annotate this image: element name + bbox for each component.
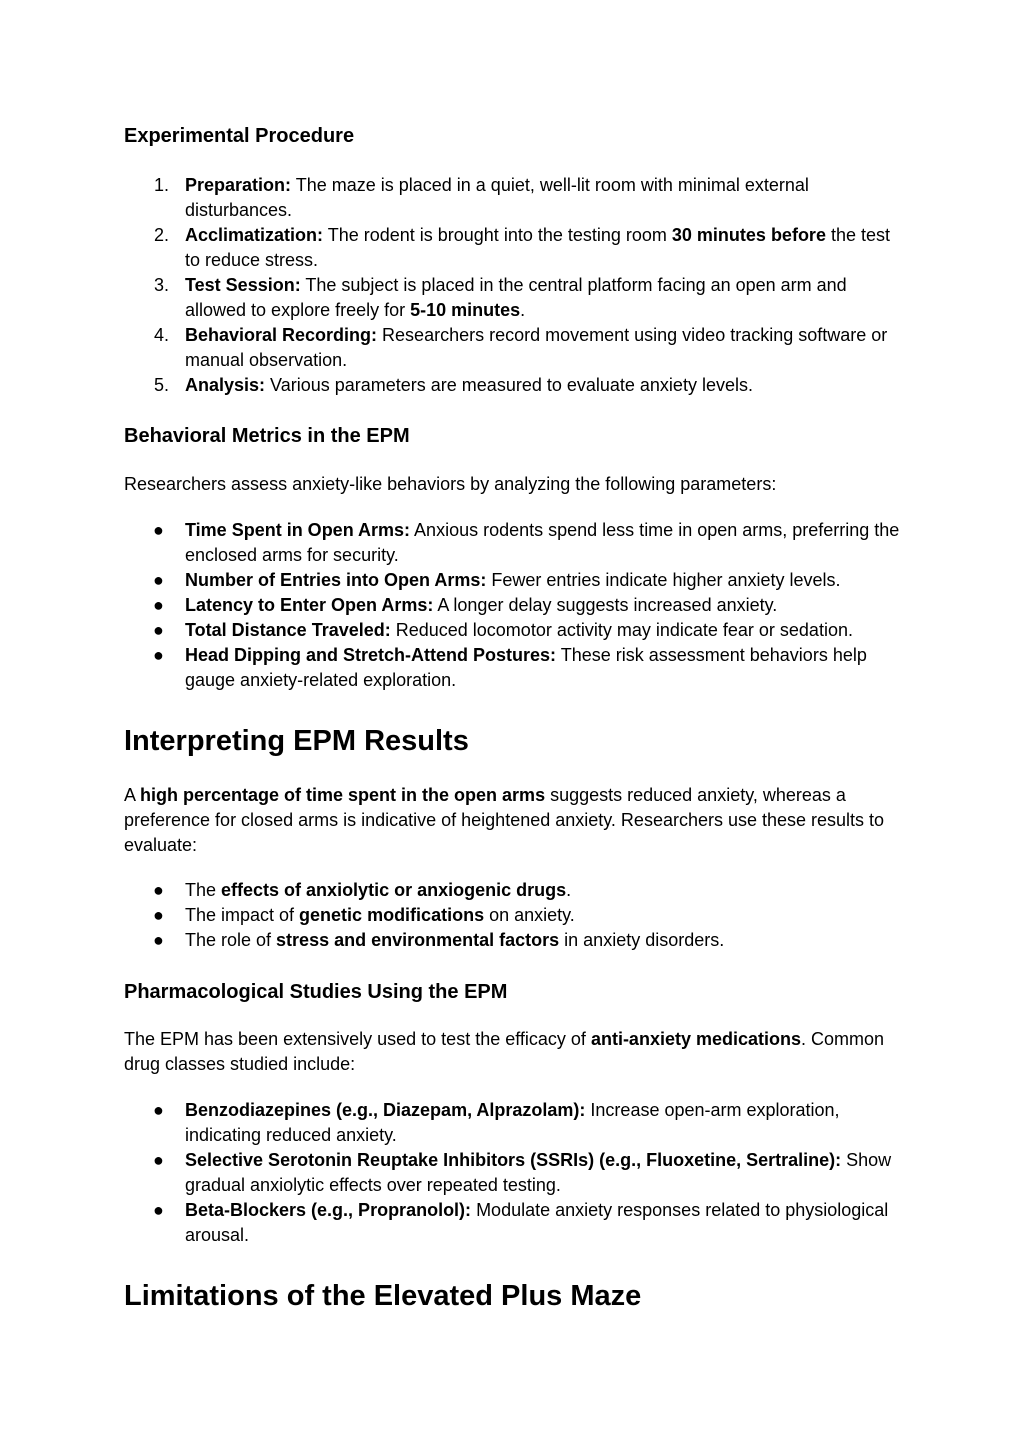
item-label: Benzodiazepines (e.g., Diazepam, Alprazolam): xyxy=(185,1100,586,1120)
list-item xyxy=(124,903,904,928)
pharma-paragraph xyxy=(124,1027,894,1077)
paragraph-emphasis: high percentage of time spent in the open arms xyxy=(140,785,546,805)
paragraph-text: The EPM has been extensively used to test the efficacy of xyxy=(124,1029,591,1049)
item-text: The subject is placed in the central platform facing an open arm and allowed to explore freely for xyxy=(185,275,847,320)
item-text: A longer delay suggests increased anxiety. xyxy=(433,595,778,615)
paragraph-emphasis: anti-anxiety medications xyxy=(590,1029,801,1049)
metrics-intro: Researchers assess anxiety-like behaviors by analyzing the following parameters: xyxy=(124,474,777,494)
paragraph-text: A xyxy=(124,785,141,805)
item-text: The role of xyxy=(185,930,277,950)
item-text: on anxiety. xyxy=(484,905,575,925)
interpreting-heading: Interpreting EPM Results xyxy=(124,725,469,757)
item-text: . xyxy=(520,300,526,320)
bullet-icon: ● xyxy=(153,1150,164,1170)
list-number: 3. xyxy=(154,275,170,295)
item-emphasis: stress and environmental factors xyxy=(276,930,560,950)
list-item xyxy=(124,1148,904,1198)
pharma-heading: Pharmacological Studies Using the EPM xyxy=(124,981,508,1003)
bullet-icon: ● xyxy=(153,645,164,665)
pharma-list xyxy=(124,1098,904,1248)
bullet-icon: ● xyxy=(153,620,164,640)
list-item xyxy=(124,593,904,618)
list-number: 4. xyxy=(154,325,170,345)
item-label: Test Session: xyxy=(185,275,301,295)
item-text: The maze is placed in a quiet, well-lit room with minimal external disturbances. xyxy=(185,175,809,220)
list-item xyxy=(124,878,904,903)
item-text: Anxious rodents spend less time in open arms, preferring the enclosed arms for security. xyxy=(185,520,900,565)
bullet-icon: ● xyxy=(153,1200,164,1220)
list-item xyxy=(124,643,904,693)
item-text: in anxiety disorders. xyxy=(559,930,725,950)
bullet-icon: ● xyxy=(153,930,164,950)
item-text: Increase open-arm exploration, indicating reduced anxiety. xyxy=(185,1100,840,1145)
list-item xyxy=(124,618,904,643)
bullet-icon: ● xyxy=(153,595,164,615)
list-item xyxy=(124,273,904,323)
bullet-icon: ● xyxy=(153,520,164,540)
procedure-heading: Experimental Procedure xyxy=(124,125,355,147)
item-text: The xyxy=(185,880,222,900)
paragraph-text: suggests reduced anxiety, whereas a preference for closed arms is indicative of heightened anxiety. Researchers use these results to evaluate: xyxy=(124,785,885,855)
list-item xyxy=(124,1198,904,1248)
list-item xyxy=(124,568,904,593)
list-item xyxy=(124,173,904,223)
bullet-icon: ● xyxy=(153,880,164,900)
metrics-heading: Behavioral Metrics in the EPM xyxy=(124,425,410,447)
interpreting-paragraph xyxy=(124,783,894,858)
list-number: 1. xyxy=(154,175,170,195)
procedure-list xyxy=(124,173,904,398)
item-label: Acclimatization: xyxy=(185,225,324,245)
metrics-list xyxy=(124,518,904,693)
item-label: Latency to Enter Open Arms: xyxy=(185,595,434,615)
bullet-icon: ● xyxy=(153,905,164,925)
list-number: 2. xyxy=(154,225,170,245)
item-emphasis: 5-10 minutes xyxy=(410,300,521,320)
item-label: Time Spent in Open Arms: xyxy=(185,520,411,540)
list-item xyxy=(124,223,904,273)
item-text: Fewer entries indicate higher anxiety levels. xyxy=(486,570,841,590)
item-text: Modulate anxiety responses related to physiological arousal. xyxy=(185,1200,889,1245)
item-label: Number of Entries into Open Arms: xyxy=(185,570,487,590)
item-text: These risk assessment behaviors help gauge anxiety-related exploration. xyxy=(185,645,867,690)
list-item xyxy=(124,518,904,568)
item-emphasis: genetic modifications xyxy=(299,905,485,925)
item-text: the test to reduce stress. xyxy=(185,225,890,270)
list-item xyxy=(124,928,904,953)
item-text: The rodent is brought into the testing room xyxy=(323,225,672,245)
limitations-heading: Limitations of the Elevated Plus Maze xyxy=(124,1280,642,1312)
list-number: 5. xyxy=(154,375,170,395)
list-item xyxy=(124,373,904,398)
list-item xyxy=(124,323,904,373)
interpreting-list xyxy=(124,878,904,953)
item-text: The impact of xyxy=(185,905,300,925)
bullet-icon: ● xyxy=(153,1100,164,1120)
item-label: Behavioral Recording: xyxy=(185,325,378,345)
item-label: Analysis: xyxy=(185,375,266,395)
item-label: Head Dipping and Stretch-Attend Postures: xyxy=(185,645,557,665)
item-emphasis: 30 minutes before xyxy=(671,225,826,245)
item-text: Various parameters are measured to evaluate anxiety levels. xyxy=(265,375,753,395)
item-text: Show gradual anxiolytic effects over repeated testing. xyxy=(185,1150,892,1195)
item-text: Reduced locomotor activity may indicate fear or sedation. xyxy=(390,620,853,640)
item-label: Total Distance Traveled: xyxy=(185,620,391,640)
paragraph-text: . Common drug classes studied include: xyxy=(124,1029,885,1074)
list-item xyxy=(124,1098,904,1148)
item-label: Preparation: xyxy=(185,175,292,195)
item-emphasis: effects of anxiolytic or anxiogenic drugs xyxy=(221,880,567,900)
item-label: Selective Serotonin Reuptake Inhibitors (SSRIs) (e.g., Fluoxetine, Sertraline): xyxy=(185,1150,842,1170)
item-text: . xyxy=(566,880,572,900)
bullet-icon: ● xyxy=(153,570,164,590)
item-text: Researchers record movement using video tracking software or manual observation. xyxy=(185,325,888,370)
item-label: Beta-Blockers (e.g., Propranolol): xyxy=(185,1200,472,1220)
